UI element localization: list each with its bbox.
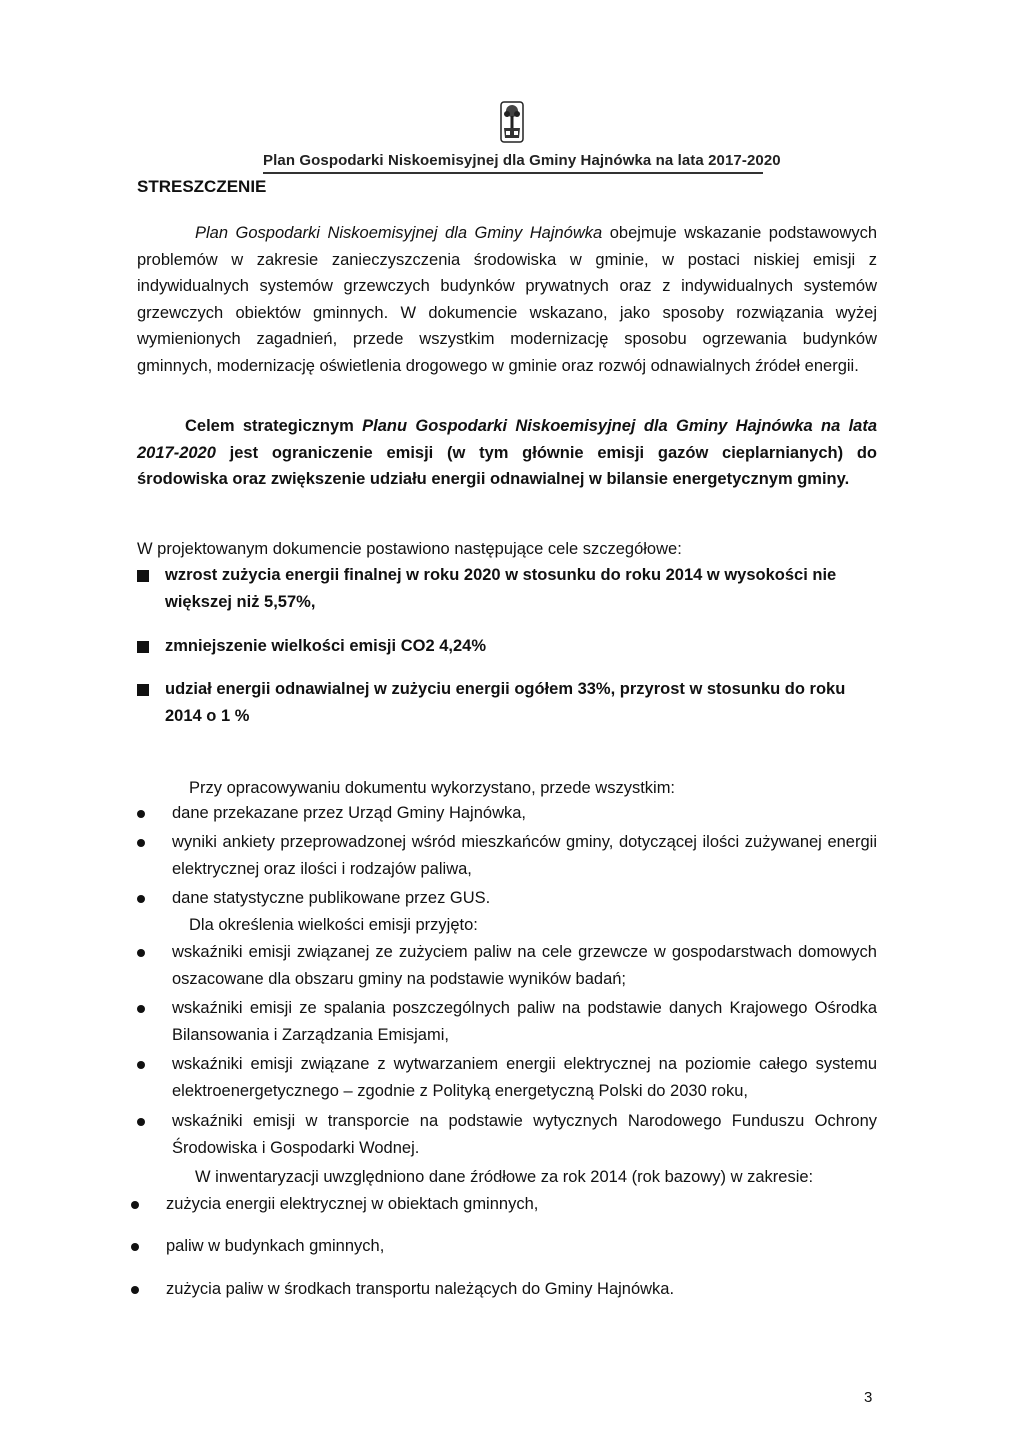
square-bullet-icon <box>137 570 149 582</box>
bullet-dot-icon <box>137 1061 145 1069</box>
list-item-text: wskaźniki emisji związane z wytwarzaniem energii elektrycznej na poziomie całego systemu elektroenergetycznego – zgodnie z Polityką energetyczną Polski do 2030 roku, <box>172 1055 877 1100</box>
list-item <box>137 829 877 882</box>
square-bullet-icon <box>137 641 149 653</box>
strategic-goal-paragraph <box>137 413 877 493</box>
list-item <box>137 939 877 992</box>
intro-text: obejmuje wskazanie podstawowych problemów w zakresie zanieczyszczenia środowiska w gminie, w postaci niskiej emisji z indywidualnych systemów grzewczych budynków prywatnych oraz z indywidualnych systemów grzewczych obiektów gminnych. W dokumencie wskazano, jako sposoby rozwiązania wyżej wymienionych zagadnień, przede wszystkim modernizację sposobu ogrzewania budynków gminnych, modernizację oświetlenia drogowego w gminie oraz rozwój odnawialnych źródeł energii. <box>137 224 877 375</box>
list-item <box>137 1051 877 1104</box>
list-item <box>137 676 877 729</box>
list-item-text: zużycia paliw w środkach transportu należących do Gminy Hajnówka. <box>166 1280 675 1298</box>
list-item-text: paliw w budynkach gminnych, <box>166 1237 385 1255</box>
list-item <box>137 800 877 827</box>
goal-plan-title: Planu Gospodarki Niskoemisyjnej dla Gminy Hajnówka na lata 2017-2020 <box>137 417 877 462</box>
inventory-intro: W inwentaryzacji uwzględniono dane źródłowe za rok 2014 (rok bazowy) w zakresie: <box>195 1168 814 1186</box>
list-item <box>131 1233 871 1260</box>
list-item-text: wskaźniki emisji ze spalania poszczególnych paliw na podstawie danych Krajowego Ośrodka Bilansowania i Zarządzania Emisjami, <box>172 999 877 1044</box>
plan-title-italic: Plan Gospodarki Niskoemisyjnej dla Gminy Hajnówka <box>195 224 603 242</box>
bullet-dot-icon <box>137 1005 145 1013</box>
list-item <box>137 633 877 660</box>
page-number: 3 <box>864 1389 873 1406</box>
list-item-text: wyniki ankiety przeprowadzonej wśród mieszkańców gminy, dotyczącej ilości zużywanej energii elektrycznej oraz ilości i rodzajów paliwa, <box>172 833 877 878</box>
document-header-title: Plan Gospodarki Niskoemisyjnej dla Gminy Hajnówka na lata 2017-2020 <box>263 152 781 169</box>
municipality-emblem-icon <box>497 98 527 146</box>
list-item <box>137 562 877 615</box>
header-divider <box>263 172 763 174</box>
section-title: STRESZCZENIE <box>137 177 267 196</box>
list-item <box>137 995 877 1048</box>
bullet-dot-icon <box>131 1286 139 1294</box>
list-item-text: udział energii odnawialnej w zużyciu energii ogółem 33%, przyrost w stosunku do roku 2014 o 1 % <box>165 680 846 725</box>
bullet-dot-icon <box>137 810 145 818</box>
goal-prefix: Celem strategicznym <box>185 417 363 435</box>
intro-paragraph <box>137 220 877 379</box>
list-item <box>137 885 877 912</box>
list-item <box>131 1276 871 1303</box>
sources-intro: Przy opracowywaniu dokumentu wykorzystano, przede wszystkim: <box>189 779 676 797</box>
list-item-text: wzrost zużycia energii finalnej w roku 2020 w stosunku do roku 2014 w wysokości nie większej niż 5,57%, <box>165 566 837 611</box>
emissions-intro: Dla określenia wielkości emisji przyjęto: <box>189 916 478 934</box>
list-item-text: zużycia energii elektrycznej w obiektach gminnych, <box>166 1195 539 1213</box>
bullet-dot-icon <box>137 1118 145 1126</box>
list-item-text: zmniejszenie wielkości emisji CO2 4,24% <box>165 637 486 655</box>
list-item-text: wskaźniki emisji związanej ze zużyciem paliw na cele grzewcze w gospodarstwach domowych oszacowane dla obszaru gminy na podstawie wyników badań; <box>172 943 877 988</box>
list-item <box>131 1191 871 1218</box>
square-bullet-icon <box>137 684 149 696</box>
goal-text: jest ograniczenie emisji (w tym głównie emisji gazów cieplarnianych) do środowiska oraz zwiększenie udziału energii odnawialnej w bilansie energetycznym gminy. <box>137 443 877 488</box>
bullet-dot-icon <box>131 1243 139 1251</box>
bullet-dot-icon <box>131 1201 139 1209</box>
bullet-dot-icon <box>137 949 145 957</box>
list-item-text: dane statystyczne publikowane przez GUS. <box>172 889 491 907</box>
list-item <box>137 1108 877 1161</box>
bullet-dot-icon <box>137 895 145 903</box>
detailed-goals-intro: W projektowanym dokumencie postawiono następujące cele szczegółowe: <box>137 540 682 558</box>
list-item-text: wskaźniki emisji w transporcie na podstawie wytycznych Narodowego Funduszu Ochrony Środowiska i Gospodarki Wodnej. <box>172 1112 877 1157</box>
bullet-dot-icon <box>137 839 145 847</box>
list-item-text: dane przekazane przez Urząd Gminy Hajnówka, <box>172 804 527 822</box>
